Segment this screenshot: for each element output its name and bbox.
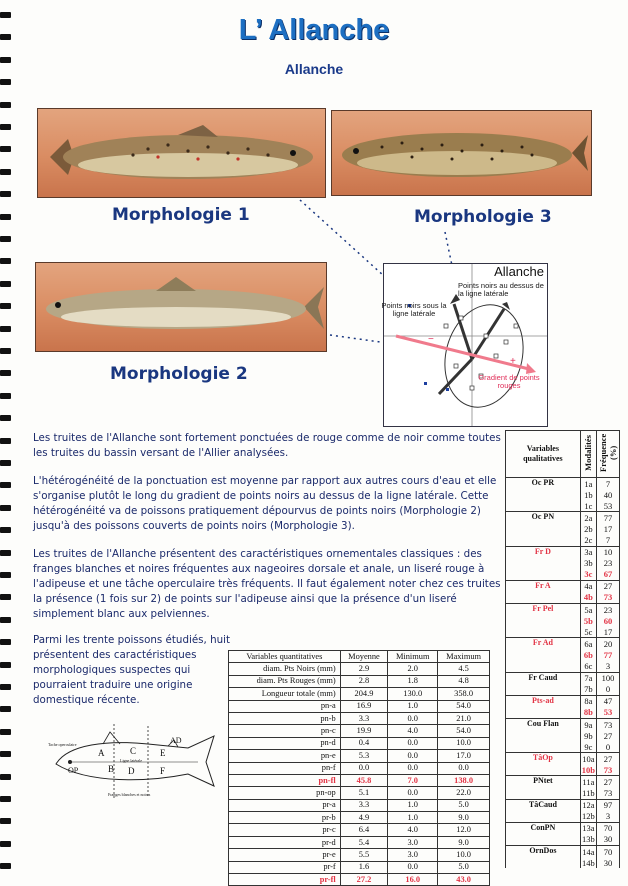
table-row [229, 712, 490, 724]
cell-max: 10.0 [438, 737, 490, 749]
zone-label-op: OP [68, 766, 79, 775]
cell-modality: 1c [580, 500, 596, 512]
diagram-note-bottom: Franges blanches et noires [108, 792, 151, 797]
pca-label-left: Points noirs sous la ligne latérale [381, 301, 447, 318]
quantitative-variables-table [228, 650, 490, 886]
table-row [229, 874, 490, 886]
cell-mean: 5.5 [340, 849, 388, 861]
cell-frequency: 40 [597, 489, 620, 500]
cell-variable: Fr Pel [506, 604, 581, 638]
cell-variable: pr-e [229, 849, 341, 861]
cell-variable: diam. Pts Noirs (mm) [229, 663, 341, 675]
cell-mean: 0.4 [340, 737, 388, 749]
cell-frequency: 0 [597, 684, 620, 696]
table-row [506, 546, 620, 558]
cell-frequency: 67 [597, 569, 620, 581]
cell-max: 17.0 [438, 750, 490, 762]
cell-max: 9.0 [438, 836, 490, 848]
cell-frequency: 73 [597, 592, 620, 604]
cell-mean: 5.1 [340, 787, 388, 799]
table-row [229, 836, 490, 848]
page-subtitle: Allanche [284, 61, 344, 77]
cell-variable: Oc PN [506, 512, 581, 546]
pca-label-red: Gradient de points rouges [478, 373, 540, 390]
cell-variable: Longueur totale (mm) [229, 688, 341, 700]
cell-max: 10.0 [438, 849, 490, 861]
cell-variable: Fr Caud [506, 672, 581, 695]
cell-variable: pr-f [229, 861, 341, 873]
cell-mean: 5.4 [340, 836, 388, 848]
table-header-row [506, 431, 620, 478]
table-row [506, 604, 620, 616]
cell-variable: Pts-ad [506, 695, 581, 718]
cell-variable: Fr A [506, 580, 581, 603]
table-row [229, 663, 490, 675]
header-frequency: Fréquence (%) [597, 431, 620, 478]
cell-max: 4.8 [438, 675, 490, 687]
cell-variable: pr-a [229, 799, 341, 811]
cell-mean: 3.3 [340, 799, 388, 811]
cell-frequency: 97 [597, 799, 620, 811]
cell-min: 0.0 [388, 787, 438, 799]
cell-mean: 16.9 [340, 700, 388, 712]
cell-variable: pr-fl [229, 874, 341, 886]
cell-frequency: 17 [597, 626, 620, 638]
table-row [506, 846, 620, 858]
table-row [229, 799, 490, 811]
cell-modality: 10a [582, 753, 595, 764]
cell-frequency: 60 [597, 615, 620, 626]
cell-mean: 6.4 [340, 824, 388, 836]
cell-max: 358.0 [438, 688, 490, 700]
cell-mean: 2.9 [340, 663, 388, 675]
cell-max: 22.0 [438, 787, 490, 799]
cell-modality: 5c [580, 626, 596, 638]
diagram-note-top: Tache operculaire [48, 742, 77, 747]
cell-modality: 11b [582, 788, 595, 799]
svg-text:+: + [510, 356, 516, 367]
cell-modality: 9b [580, 730, 596, 741]
cell-mean: 204.9 [340, 688, 388, 700]
cell-frequency: 10 [597, 546, 620, 558]
zone-label-ad: AD [170, 736, 182, 745]
cell-variable: pr-c [229, 824, 341, 836]
morphologie-3-label: Morphologie 3 [414, 207, 552, 227]
cell-modality: 6b [580, 649, 596, 660]
cell-modality: 3b [580, 558, 596, 569]
cell-min: 2.0 [388, 663, 438, 675]
cell-frequency: 30 [597, 857, 620, 868]
cell-frequency: 27 [597, 730, 620, 741]
paragraph-3: Les truites de l'Allanche présentent des caractéristiques ornementales classiques : des franges blanches et noires fréquentes aux nageoires dorsale et anale, un liseré rouge à l'adipeuse et une tâche operculaire très fréquents. Il faut également noter chez ces truites la présence (1 fois sur 2) de points sur l'adipeuse ainsi que la présence d'un liseré simplement blanc aux pelviennes. [33, 548, 501, 620]
cell-frequency: 100 [597, 672, 620, 684]
cell-variable: pn-f [229, 762, 341, 774]
cell-max: 12.0 [438, 824, 490, 836]
cell-modality: 10b [581, 764, 595, 775]
cell-variable: pn-a [229, 700, 341, 712]
table-row [229, 700, 490, 712]
cell-modality: 12b [582, 811, 595, 822]
cell-modality: 5a [580, 604, 596, 616]
cell-frequency: 70 [597, 846, 620, 858]
page-title: L’ Allanche [238, 14, 390, 46]
table-row [229, 812, 490, 824]
cell-mean: 2.8 [340, 675, 388, 687]
cell-variable: OrnDos [506, 846, 581, 869]
table-row [506, 672, 620, 684]
table-row [506, 478, 620, 490]
table-row [229, 787, 490, 799]
cell-modality: 3c [580, 569, 596, 581]
cell-max: 9.0 [438, 812, 490, 824]
cell-variable: PNtet [506, 776, 581, 799]
table-row [506, 753, 620, 765]
fish-zone-diagram [48, 722, 220, 800]
zone-label-c: C [130, 746, 137, 756]
cell-modality: 2b [580, 523, 596, 534]
cell-frequency: 70 [597, 822, 620, 834]
pca-title: Allanche [494, 264, 544, 279]
cell-modality: 9a [580, 718, 596, 730]
cell-variable: pn-fl [229, 774, 341, 786]
cell-variable: pn-d [229, 737, 341, 749]
cell-frequency: 27 [597, 776, 620, 788]
cell-max: 4.5 [438, 663, 490, 675]
diagram-note-line: Ligne latérale [120, 758, 143, 763]
cell-frequency: 27 [597, 580, 620, 592]
header-mean: Moyenne [340, 651, 388, 663]
cell-min: 1.0 [388, 799, 438, 811]
table-row [229, 725, 490, 737]
cell-frequency: 3 [597, 661, 620, 673]
zone-label-d: D [128, 766, 135, 776]
cell-frequency: 53 [597, 500, 620, 512]
cell-modality: 12a [582, 800, 595, 811]
cell-modality: 2c [580, 534, 596, 546]
cell-min: 0.0 [388, 861, 438, 873]
cell-mean: 45.8 [340, 774, 388, 786]
cell-frequency: 23 [597, 604, 620, 616]
cell-min: 0.0 [388, 712, 438, 724]
cell-min: 0.0 [388, 762, 438, 774]
cell-min: 1.0 [388, 700, 438, 712]
cell-frequency: 53 [597, 707, 620, 719]
cell-frequency: 17 [597, 523, 620, 534]
morphologie-2-label: Morphologie 2 [110, 364, 248, 384]
cell-modality: 8a [580, 695, 596, 707]
cell-min: 130.0 [388, 688, 438, 700]
cell-modality: 13b [582, 834, 595, 845]
cell-modality: 11a [580, 776, 596, 788]
svg-text:−: − [428, 334, 434, 345]
table-row [229, 849, 490, 861]
cell-frequency: 77 [597, 512, 620, 524]
cell-frequency: 7 [597, 478, 620, 490]
header-max: Maximum [438, 651, 490, 663]
table-row [229, 688, 490, 700]
cell-variable: Oc PR [506, 478, 581, 512]
table-row [229, 750, 490, 762]
cell-variable: ConPN [506, 822, 581, 845]
zone-label-a: A [98, 748, 105, 758]
table-row [229, 824, 490, 836]
cell-frequency: 77 [597, 649, 620, 660]
cell-min: 0.0 [388, 737, 438, 749]
zone-label-e: E [160, 748, 166, 758]
cell-modality: 14a [582, 846, 595, 857]
cell-variable: TâOp [506, 753, 581, 776]
cell-frequency: 73 [597, 764, 620, 776]
table-row [506, 718, 620, 730]
table-row [229, 762, 490, 774]
cell-modality: 4a [580, 580, 596, 592]
pca-plot [383, 263, 548, 427]
zone-label-b: B [108, 764, 115, 774]
table-row [506, 822, 620, 834]
cell-max: 21.0 [438, 712, 490, 724]
cell-min: 7.0 [388, 774, 438, 786]
cell-mean: 1.6 [340, 861, 388, 873]
cell-min: 3.0 [388, 849, 438, 861]
cell-frequency: 20 [597, 638, 620, 650]
cell-variable: pn-e [229, 750, 341, 762]
cell-mean: 27.2 [340, 874, 388, 886]
cell-frequency: 23 [597, 558, 620, 569]
qualitative-variables-table [505, 430, 620, 868]
cell-min: 1.0 [388, 812, 438, 824]
table-row [229, 675, 490, 687]
paragraph-1: Les truites de l'Allanche sont fortement ponctuées de rouge comme de noir comme toutes les truites du bassin versant de l'Allier analysées. [33, 432, 501, 459]
paragraph-4: Parmi les trente poissons étudiés, huit présentent des caractéristiques morphologiques suspectes qui pourraient traduire une origine domestique récente. [33, 634, 231, 706]
table-row [506, 776, 620, 788]
cell-modality: 2a [580, 512, 596, 524]
cell-mean: 3.3 [340, 712, 388, 724]
cell-modality: 3a [580, 546, 596, 558]
cell-modality: 7b [580, 684, 596, 696]
cell-modality: 6c [580, 661, 596, 673]
cell-max: 5.0 [438, 861, 490, 873]
table-row [506, 799, 620, 811]
table-row [229, 774, 490, 786]
paragraph-2: L'hétérogénéité de la ponctuation est moyenne par rapport aux autres cours d'eau et elle s'organise plutôt le long du gradient de points noirs au dessus de la ligne latérale. Cette hétérogénéité va de poissons pratiquement dépourvus de points noirs (Morphologie 2) jusqu'à des poissons couverts de points noirs (Morphologie 3). [33, 475, 497, 532]
cell-mean: 5.3 [340, 750, 388, 762]
table-header-row [229, 651, 490, 663]
cell-frequency: 0 [597, 741, 620, 753]
cell-frequency: 27 [597, 753, 620, 765]
cell-mean: 0.0 [340, 762, 388, 774]
header-min: Minimum [388, 651, 438, 663]
cell-max: 5.0 [438, 799, 490, 811]
cell-max: 138.0 [438, 774, 490, 786]
table-row [506, 580, 620, 592]
cell-variable: TâCaud [506, 799, 581, 822]
cell-max: 54.0 [438, 725, 490, 737]
cell-min: 0.0 [388, 750, 438, 762]
cell-min: 16.0 [388, 874, 438, 886]
cell-frequency: 7 [597, 534, 620, 546]
zone-label-f: F [160, 766, 166, 776]
cell-min: 3.0 [388, 836, 438, 848]
morphologie-1-label: Morphologie 1 [112, 205, 250, 225]
cell-modality: 6a [580, 638, 596, 650]
header-variable: Variables quantitatives [229, 651, 341, 663]
cell-modality: 13a [582, 823, 595, 834]
cell-variable: pr-d [229, 836, 341, 848]
cell-variable: pn-c [229, 725, 341, 737]
cell-mean: 19.9 [340, 725, 388, 737]
cell-variable: pr-b [229, 812, 341, 824]
table-row [229, 861, 490, 873]
cell-variable: pn-op [229, 787, 341, 799]
cell-modality: 7a [580, 672, 596, 684]
cell-frequency: 30 [597, 834, 620, 846]
cell-modality: 14b [582, 857, 595, 868]
cell-modality: 5b [580, 615, 596, 626]
table-row [506, 695, 620, 707]
cell-max: 0.0 [438, 762, 490, 774]
cell-mean: 4.9 [340, 812, 388, 824]
cell-variable: Cou Flan [506, 718, 581, 752]
cell-frequency: 47 [597, 695, 620, 707]
header-modality: Modalités [580, 431, 596, 478]
cell-min: 4.0 [388, 824, 438, 836]
cell-modality: 1a [580, 478, 596, 490]
table-row [229, 737, 490, 749]
cell-modality: 8b [580, 707, 596, 719]
cell-min: 1.8 [388, 675, 438, 687]
cell-modality: 9c [580, 741, 596, 753]
cell-min: 4.0 [388, 725, 438, 737]
cell-max: 43.0 [438, 874, 490, 886]
cell-variable: pn-b [229, 712, 341, 724]
header-variable: Variables qualitatives [506, 431, 581, 478]
cell-variable: diam. Pts Rouges (mm) [229, 675, 341, 687]
pca-label-top: Points noirs au dessus de la ligne latérale [458, 281, 544, 298]
cell-modality: 4b [580, 592, 596, 604]
cell-variable: Fr Ad [506, 638, 581, 672]
cell-modality: 1b [580, 489, 596, 500]
table-row [506, 638, 620, 650]
cell-frequency: 73 [597, 788, 620, 800]
cell-frequency: 3 [597, 811, 620, 823]
cell-max: 54.0 [438, 700, 490, 712]
table-row [506, 512, 620, 524]
cell-variable: Fr D [506, 546, 581, 580]
cell-frequency: 73 [597, 718, 620, 730]
